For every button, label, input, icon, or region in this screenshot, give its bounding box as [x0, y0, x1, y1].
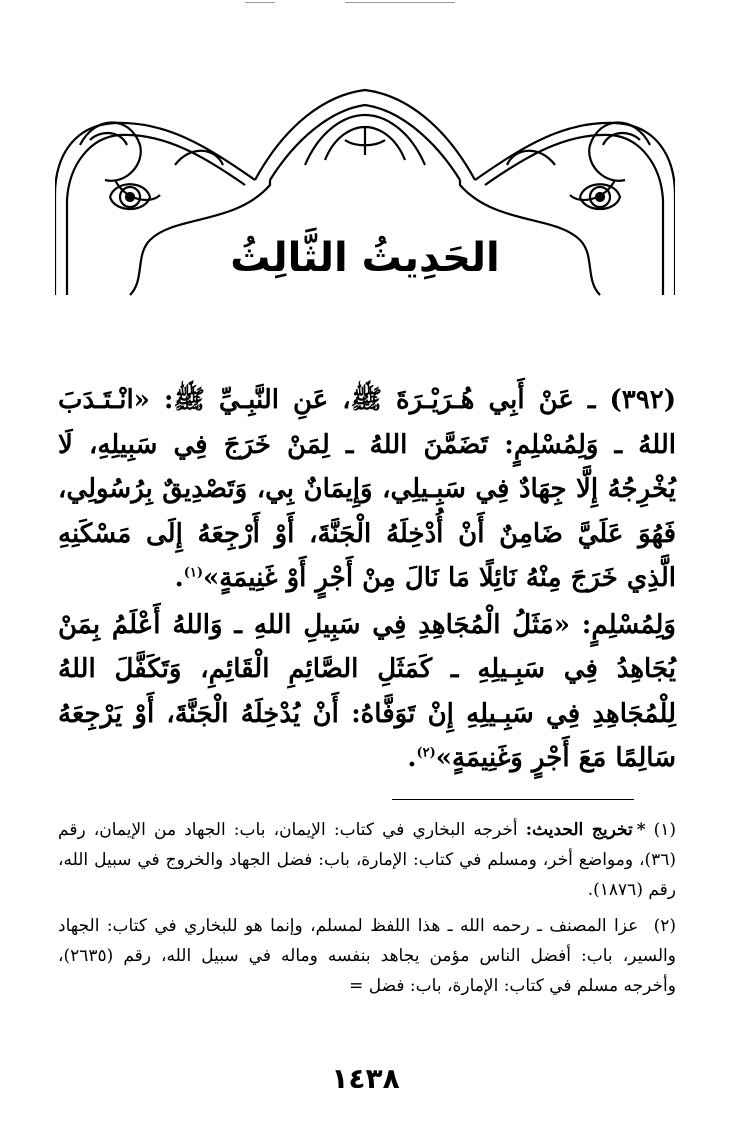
footnote-number: (٢): [653, 916, 677, 936]
page-number: ١٤٣٨: [331, 1062, 400, 1095]
hadith-text: [58, 378, 676, 781]
paragraph-end: .: [174, 563, 184, 593]
top-rule-left: [245, 2, 275, 3]
hadith-number: (٣٩٢): [609, 385, 676, 415]
hadith-paragraph-text: وَلِمُسْلِمٍ: «مَثَلُ الْمُجَاهِدِ فِي سَبِيلِ اللهِ ـ وَاللهُ أَعْلَمُ بِمَنْ يُجَاهِدُ فِي سَبِـيلِهِ ـ كَمَثَلِ الصَّائِمِ الْقَائِمِ، وَتَكَفَّلَ اللهُ لِلْمُجَاهِدِ فِي سَبِـيلِهِ إِنْ تَوَفَّاهُ: أَنْ يُدْخِلَهُ الْجَنَّةَ، أَوْ يَرْجِعَهُ سَالِمًا مَعَ أَجْرٍ وَغَنِيمَةٍ»: [58, 609, 676, 773]
footnote-divider: [392, 799, 634, 800]
footnote-text: عزا المصنف ـ رحمه الله ـ هذا اللفظ لمسلم، وإنما هو للبخاري في كتاب: الجهاد والسير، باب: أفضل الناس مؤمن يجاهد بنفسه وماله في سبيل الله، رقم (٢٦٣٥)، وأخرجه مسلم في كتاب: الإمارة، باب: فضل =: [58, 916, 676, 996]
paragraph-end: .: [407, 743, 417, 773]
footnote-heading: تخريج الحديث:: [525, 820, 633, 840]
footnote-2: [58, 911, 676, 1001]
footnote-text: أخرجه البخاري في كتاب: الإيمان، باب: الجهاد من الإيمان، رقم (٣٦)، ومواضع أخر، ومسلم في كتاب: الإمارة، باب: فضل الجهاد والخروج في سبيل الله، رقم (١٨٧٦).: [58, 820, 677, 900]
footnotes: [58, 815, 676, 1007]
footnote-number: (١): [653, 820, 676, 840]
footnote-ref: (١): [183, 565, 204, 581]
top-rule-right: [345, 2, 455, 3]
star-marker: *: [636, 820, 646, 840]
footnote-ref: (٢): [416, 745, 436, 761]
hadith-paragraph-text: ـ عَنْ أَبِي هُـرَيْـرَةَ ﷺ، عَنِ النَّبِـيِّ ﷺ: «انْـتَـدَبَ اللهُ ـ وَلِمُسْلِمٍ: تَضَمَّنَ اللهُ ـ لِمَنْ خَرَجَ فِي سَبِيلِهِ، لَا يُخْرِجُهُ إِلَّا جِهَادٌ فِي سَبِـيلِي، وَإِيمَانٌ بِي، وَتَصْدِيقٌ بِرُسُولِي، فَهُوَ عَلَيَّ ضَامِنٌ أَنْ أُدْخِلَهُ الْجَنَّةَ، أَوْ أَرْجِعَهُ إِلَى مَسْكَنِهِ الَّذِي خَرَجَ مِنْهُ نَائِلًا مَا نَالَ مِنْ أَجْرٍ أَوْ غَنِيمَةٍ»: [58, 385, 676, 593]
hadith-paragraph-2: [58, 603, 676, 781]
hadith-heading: الحَدِيثُ الثَّالِثُ: [230, 235, 500, 281]
footnote-1: [58, 815, 676, 905]
hadith-paragraph-1: [58, 378, 676, 601]
